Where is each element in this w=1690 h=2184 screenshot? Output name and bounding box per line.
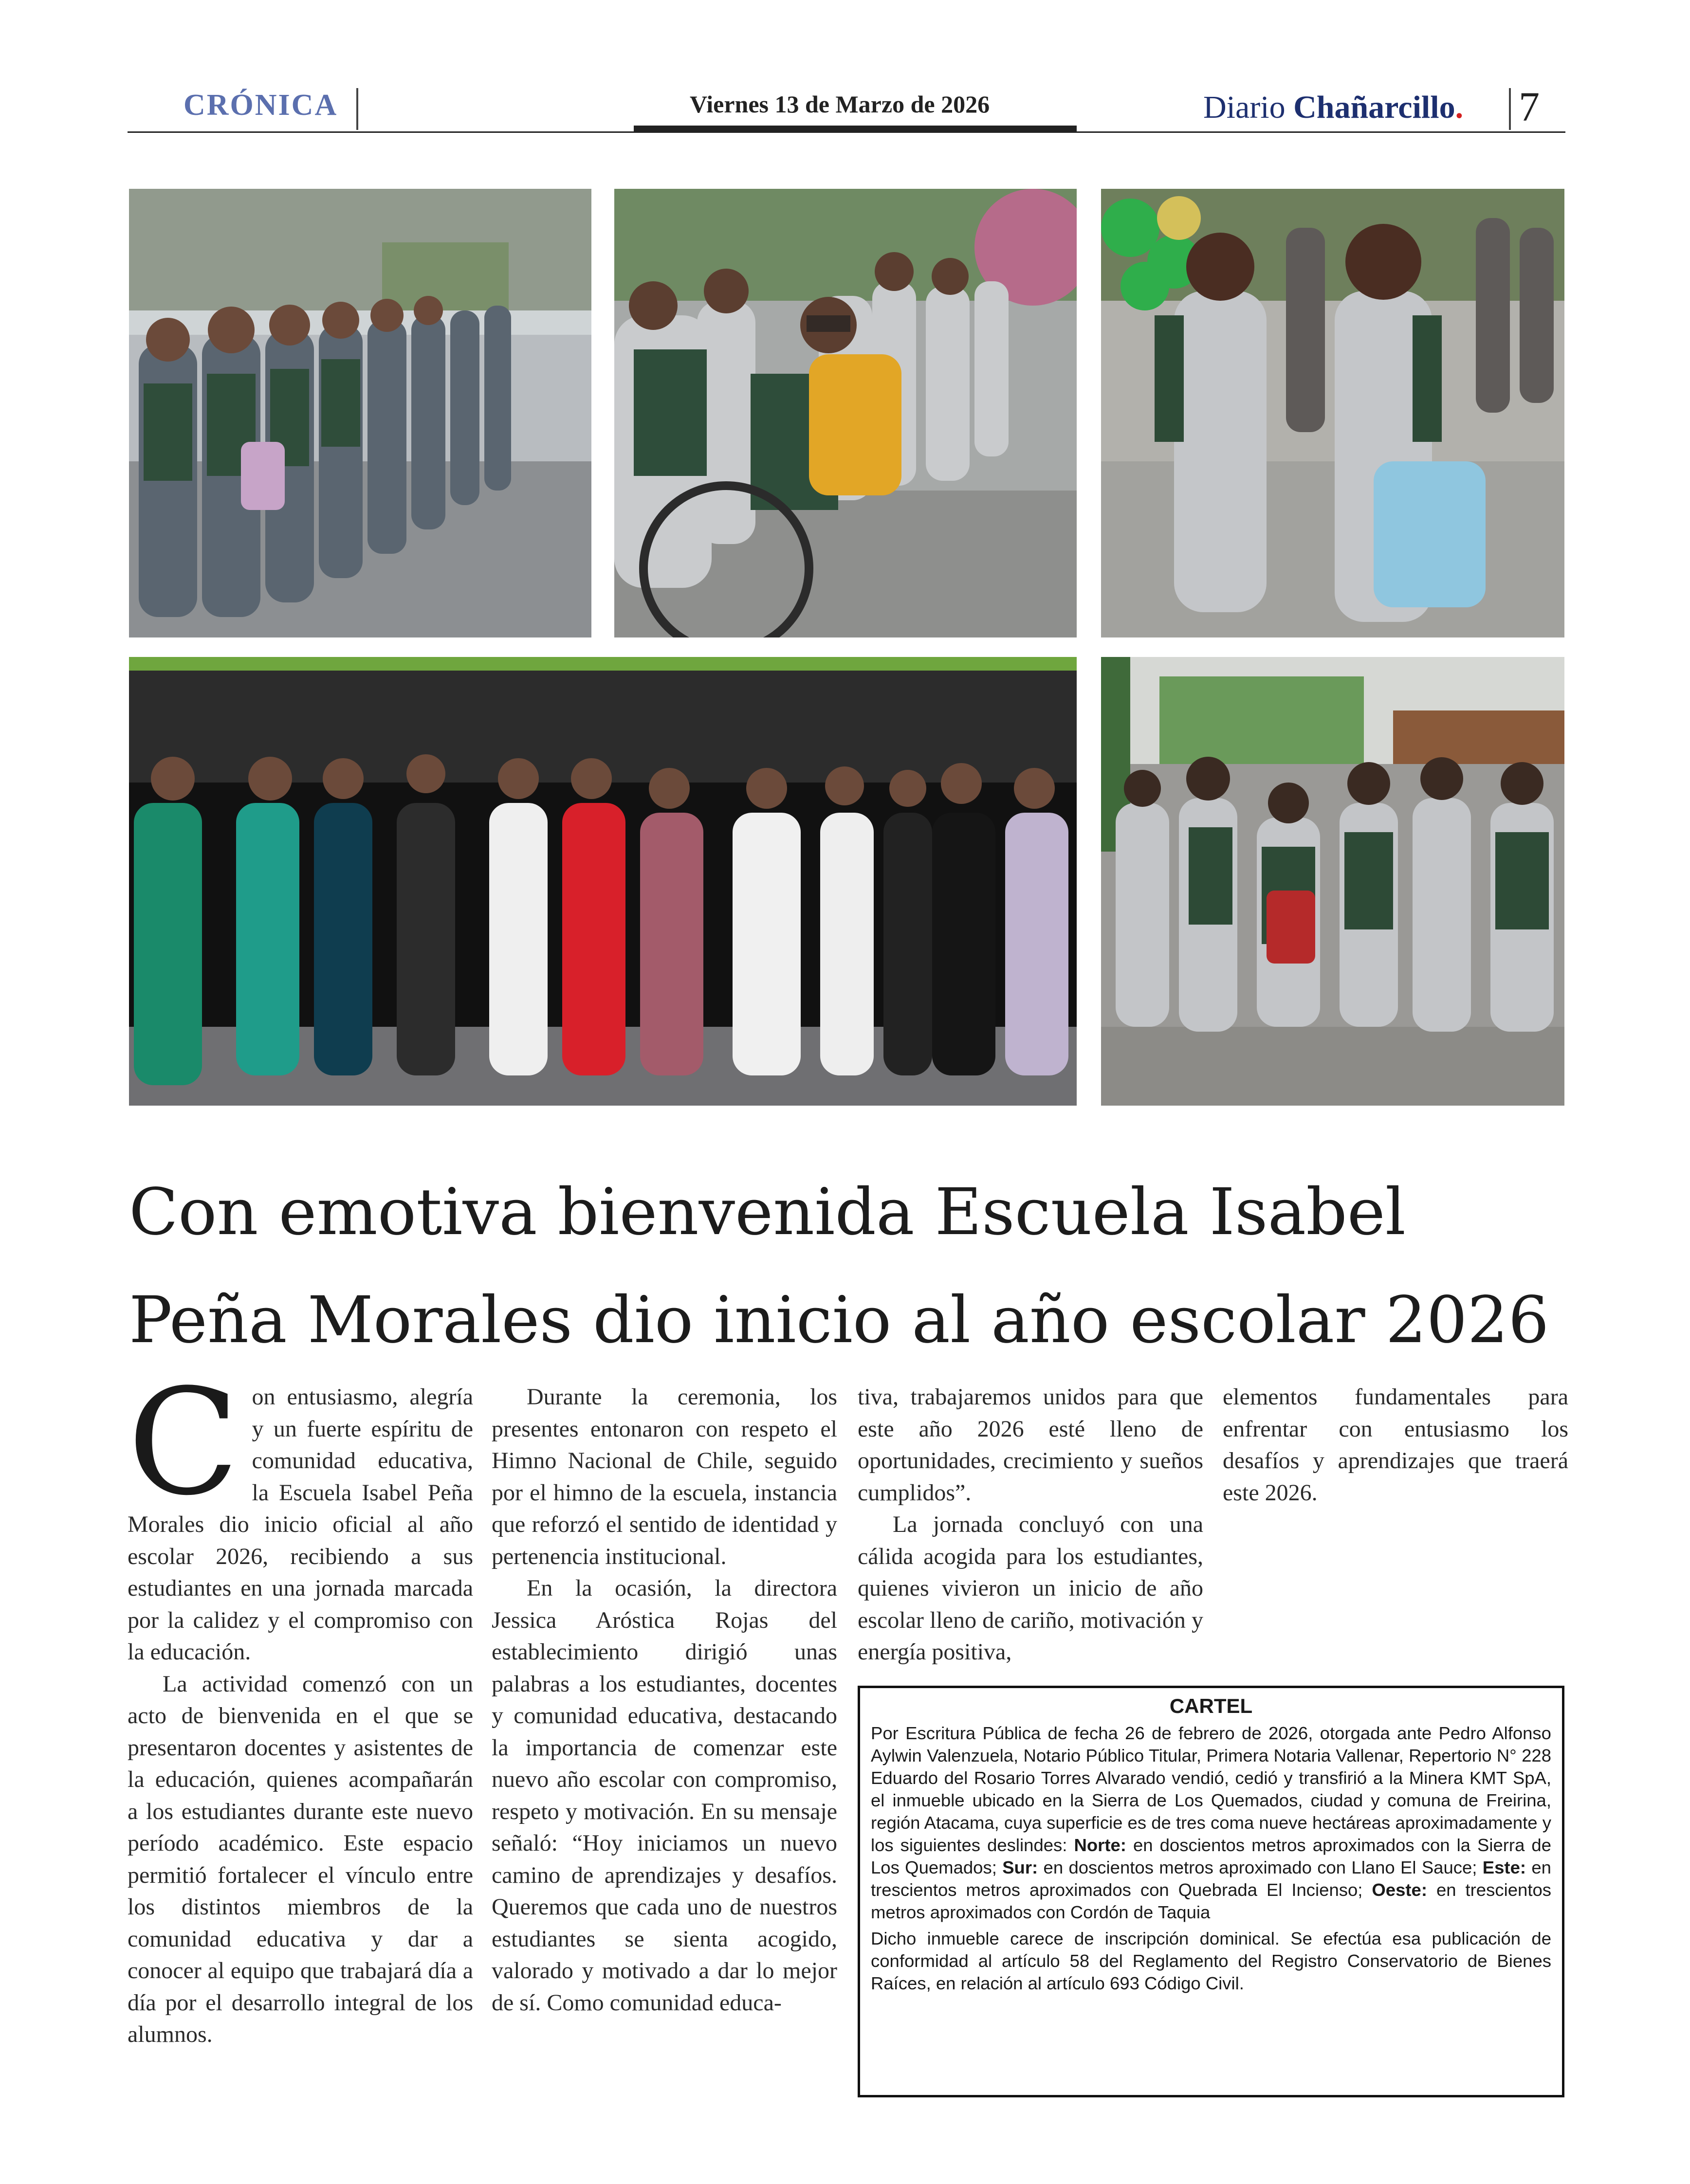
newspaper-name	[1203, 89, 1463, 126]
boundary-north-text: en doscientos metros aproximados con la Sierra de Los Quemados;	[871, 1835, 1551, 1877]
photo-staff-on-stage	[129, 657, 1077, 1106]
boundary-west-label: Oeste:	[1372, 1880, 1428, 1900]
notice-text: Por Escritura Pública de fecha 26 de febrero de 2026, otorgada ante Pedro Alfonso Aylwin Valenzuela, Notario Público Titular, Primera Notaria Vallenar, Repertorio N° 228 Eduardo del Rosario Torres Alvarado vendió, cedió y transfirió a la Minera KMT SpA, el inmueble ubicado en la Sierra de Los Quemados, ciudad y comuna de Freirina, región Atacama, cuya superficie es de tres coma nueve hectáreas aproximadamente y los siguientes deslindes:	[871, 1723, 1551, 1855]
article-headline: Con emotiva bienvenida Escuela Isabel Peña Morales dio inicio al año escolar 2026	[129, 1175, 1549, 1358]
header-divider	[356, 88, 358, 130]
header-rule	[128, 131, 1565, 133]
article-paragraph: Durante la ceremonia, los presentes entonaron con respeto el Himno Nacional de Chile, seguido por el himno de la escuela, instancia que reforzó el sentido de identidad y pertenencia institucional.	[492, 1384, 837, 1569]
article-paragraph: elementos fundamentales para enfrentar con entusiasmo los desafíos y aprendizajes que traerá este 2026.	[1223, 1384, 1568, 1506]
newspaper-prefix: Diario	[1203, 90, 1294, 125]
paragraph-text: on entusiasmo, alegría y un fuerte espíritu de comunidad educativa, la Escuela Isabel Peña Morales dio inicio oficial al año escolar 2026, recibiendo a sus estudiantes en una jornada marcada por la calidez y el compromiso con la educación.	[128, 1384, 473, 1665]
page-number-divider	[1509, 88, 1511, 130]
photo-students-courtyard	[1101, 657, 1564, 1106]
newspaper-brand: Chañarcillo	[1293, 90, 1455, 125]
legal-notice-title: CARTEL	[1169, 1694, 1253, 1717]
photo-student-wheelchair	[614, 189, 1077, 637]
article-paragraph: La jornada concluyó con una cálida acogida para los estudiantes, quienes vivieron un inicio de año escolar lleno de cariño, motivación y energía positiva,	[858, 1511, 1203, 1665]
brand-dot: .	[1455, 90, 1464, 125]
legal-notice-paragraph	[871, 1722, 1551, 1924]
article-column-1	[128, 1358, 473, 2051]
issue-date: Viernes 13 de Marzo de 2026	[690, 91, 990, 118]
section-title: CRÓNICA	[184, 89, 338, 122]
article-paragraph: La actividad comenzó con un acto de bienvenida en el que se presentaron docentes y asistentes de la educación, quienes acompañarán a los estudiantes durante este nuevo período académico. Este espacio permitió fortalecer el vínculo entre los distintos miembros de la comunidad educativa y dar a conocer al equipo que trabajará día a día por el desarrollo integral de los alumnos.	[128, 1671, 473, 2047]
article-paragraph: En la ocasión, la directora Jessica Aróstica Rojas del establecimiento dirigió unas palabras a los estudiantes, docentes y comunidad educativa, destacando la importancia de comenzar este nuevo año escolar con compromiso, respeto y motivación. En su mensaje señaló: “Hoy iniciamos un nuevo camino de aprendizajes y desafíos. Queremos que cada uno de nuestros estudiantes se sienta acogido, valorado y motivado a dar lo mejor de sí. Como comunidad educa-	[492, 1575, 837, 2016]
article-column-3	[858, 1381, 1203, 1668]
article-paragraph	[128, 1358, 473, 1668]
boundary-west-text: en trescientos metros aproximados con Cordón de Taquia	[871, 1880, 1552, 1922]
photo-students-lined-up	[129, 189, 591, 637]
legal-notice-paragraph: Dicho inmueble carece de inscripción dominical. Se efectúa esa publicación de conformidad al artículo 58 del Reglamento del Registro Conservatorio de Bienes Raíces, en relación al artículo 693 Código Civil.	[871, 1929, 1551, 1993]
boundary-south-text: en doscientos metros aproximado con Llano El Sauce;	[1038, 1857, 1483, 1877]
article-column-4	[1223, 1381, 1568, 1509]
boundary-east-text: en trescientos metros aproximados con Quebrada El Incienso;	[871, 1857, 1551, 1900]
drop-cap: C	[128, 1358, 239, 1528]
article-column-2	[492, 1381, 837, 2019]
photo-girls-greeting	[1101, 189, 1564, 637]
legal-notice-box	[858, 1686, 1564, 2097]
boundary-south-label: Sur:	[1002, 1857, 1038, 1877]
article-paragraph: tiva, trabajaremos unidos para que este año 2026 esté lleno de oportunidades, crecimiento y sueños cumplidos”.	[858, 1384, 1203, 1506]
date-underline	[634, 126, 1077, 131]
page-number: 7	[1519, 83, 1540, 130]
boundary-east-label: Este:	[1482, 1857, 1526, 1877]
page-header	[128, 85, 1565, 134]
boundary-north-label: Norte:	[1074, 1835, 1126, 1855]
